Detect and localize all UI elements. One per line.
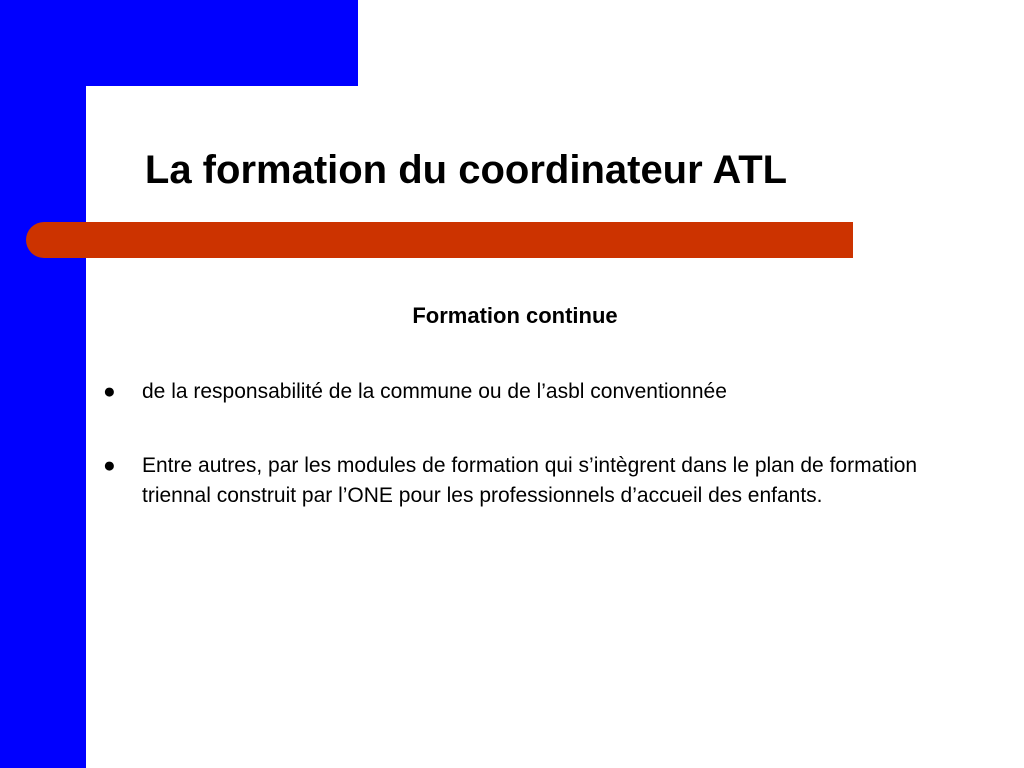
bullet-item [100, 451, 950, 511]
bullet-dot-icon: ● [103, 380, 116, 403]
bullet-text: de la responsabilité de la commune ou de l’asbl conventionnée [142, 380, 727, 403]
rounded-corner [86, 86, 146, 146]
blue-top-block [0, 0, 358, 86]
red-title-underline [26, 222, 853, 258]
bullet-list [100, 377, 950, 555]
bullet-text: Entre autres, par les modules de formation qui s’intègrent dans le plan de formation triennal construit par l’ONE pour les professionnels d’accueil des enfants. [142, 454, 918, 507]
slide-title: La formation du coordinateur ATL [144, 148, 788, 192]
blue-side-bar [0, 0, 86, 768]
slide-subtitle: Formation continue [412, 303, 618, 328]
bullet-dot-icon: ● [103, 454, 116, 477]
bullet-item [100, 377, 950, 407]
